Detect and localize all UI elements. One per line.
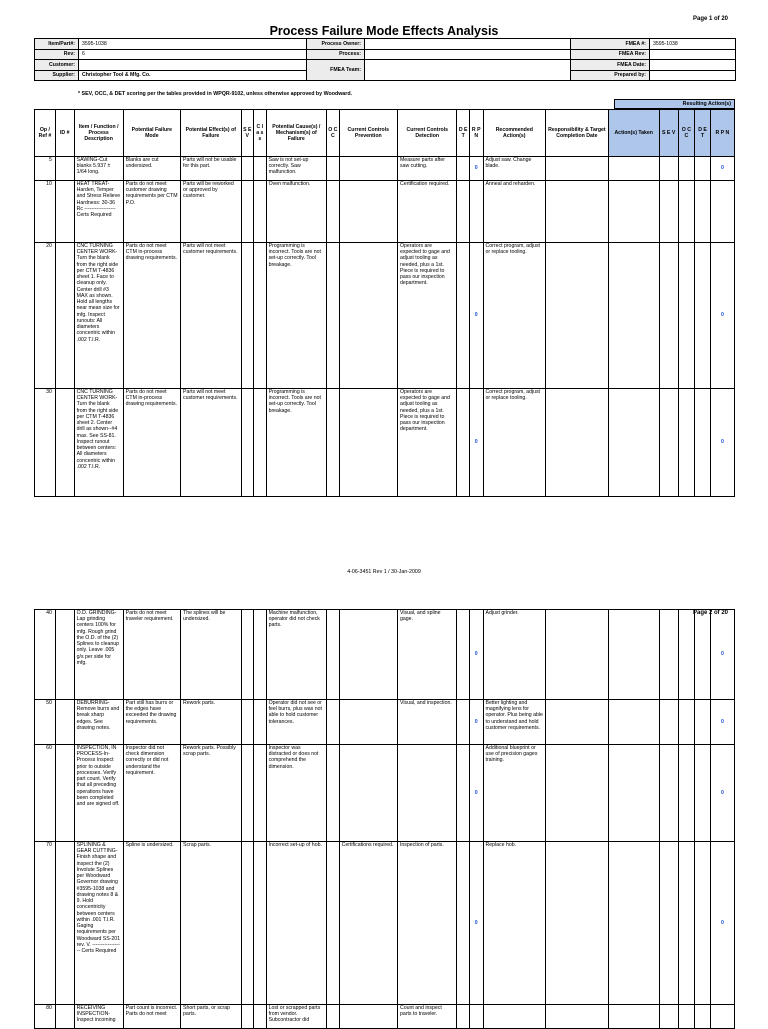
rpn-cell [469,181,483,243]
page-number-label: Page 1 of 20 [692,16,728,22]
r-det-cell [695,610,711,700]
table-row [35,700,735,745]
op-number: 10 [35,181,56,243]
r-occ-cell [678,610,695,700]
col-det: D E T [457,110,470,157]
r-sev-cell [659,745,678,842]
occ-cell [327,157,340,181]
class-cell [254,181,267,243]
item-cell: O.D. GRINDING-Lap grinding centers 100% for mfg. Rough grind the O.D. of the (2) Splines to cleanup only. Leave .005 g/s per side for mfg. [74,610,123,700]
document-footer: 4-06-3451 Rev 1 / 30-Jan-2009 [347,569,421,575]
supplier-label: Supplier: [35,70,79,81]
mode-cell: Part still has burrs or the edges have exceeded the drawing requirements. [123,700,180,745]
responsibility-cell [546,700,609,745]
cause-cell: Programming is incorrect. Tools are not set-up correctly. Tool breakage. [266,243,327,389]
class-cell [254,842,267,1005]
prevention-cell [339,389,397,497]
r-sev-cell [659,700,678,745]
sev-cell [241,745,254,842]
effect-cell: Parts will be reworked or approved by customer. [181,181,242,243]
id-cell [55,181,74,243]
rpn-cell: 0 [469,842,483,1005]
det-cell [457,842,470,1005]
r-det-cell [695,1005,711,1029]
table-row [35,389,735,497]
mode-cell: Parts do not meet traveler requirement. [123,610,180,700]
rpn-cell: 0 [469,745,483,842]
item-cell: INSPECTION, IN PROCESS-In-Process Inspect prior to outside processes. Verify part count. Verify that all preceding operations have been completed and are signed off. [74,745,123,842]
col-id: ID # [55,110,74,157]
col-result-det: D E T [695,110,711,157]
responsibility-cell [546,243,609,389]
recommended-cell: Better lighting and magnifying lens for operator. Plus being able to understand and hold customer requirements. [483,700,546,745]
col-cause: Potential Cause(s) / Mechanism(s) of Failure [266,110,327,157]
recommended-cell: Additional blueprint or use of precision gages training. [483,745,546,842]
prepared-by-label: Prepared by: [571,70,650,81]
rev-value: 6 [79,49,307,60]
recommended-cell: Adjust saw. Change blade. [483,157,546,181]
detection-cell: Visual, and spline gage. [397,610,456,700]
responsibility-cell [546,842,609,1005]
rpn-cell: 0 [469,243,483,389]
sev-cell [241,842,254,1005]
detection-cell: Certification required. [397,181,456,243]
col-mode: Potential Failure Mode [123,110,180,157]
effect-cell: Rework parts. [181,700,242,745]
item-part-label: Item/Part#: [35,39,79,50]
prevention-cell [339,1005,397,1029]
op-number: 70 [35,842,56,1005]
r-sev-cell [659,181,678,243]
class-cell [254,1005,267,1029]
occ-cell [327,745,340,842]
cause-cell: Programming is incorrect. Tools are not set-up correctly. Tool breakage. [266,389,327,497]
table-row [35,1005,735,1029]
item-cell: SPLINING & GEAR CUTTING-Finish shape and inspect the (2) Involute Splines per Woodward Governor drawing #3595-1038 and drawing notes 8 & 9. Hold concentricity between centers within .001 T.I.R. Gaging requirements per Woodward SS-201 rev. V. ------------------ Certs Required [74,842,123,1005]
prevention-cell: Certifications required. [339,842,397,1005]
occ-cell [327,243,340,389]
sev-cell [241,610,254,700]
r-det-cell [695,181,711,243]
page-number-label: Page 2 of 20 [692,610,728,616]
effect-cell: Parts will not be usable for this part. [181,157,242,181]
fmea-number-value: 3595-1038 [650,39,736,50]
mode-cell: Parts do not meet CTM in-process drawing requirements. [123,243,180,389]
prevention-cell [339,610,397,700]
class-cell [254,389,267,497]
scoring-note: * SEV, OCC, & DET scoring per the tables provided in WPQR-9102, unless otherwise approved by Woodward. [78,91,353,97]
mode-cell: Spline is undersized. [123,842,180,1005]
det-cell [457,610,470,700]
detection-cell: Operators are expected to gage and adjust tooling as needed, plus a 1st. Piece is required to pass our inspection department. [397,389,456,497]
r-occ-cell [678,243,695,389]
r-occ-cell [678,745,695,842]
r-occ-cell [678,1005,695,1029]
sev-cell [241,700,254,745]
recommended-cell: Correct program, adjust or replace tooling. [483,389,546,497]
r-det-cell [695,243,711,389]
r-sev-cell [659,389,678,497]
sev-cell [241,389,254,497]
cause-cell: Incorrect set-up of hob. [266,842,327,1005]
responsibility-cell [546,157,609,181]
effect-cell: Rework parts. Possibly scrap parts. [181,745,242,842]
taken-cell [608,389,659,497]
col-detection: Current Controls Detection [397,110,456,157]
op-number: 20 [35,243,56,389]
responsibility-cell [546,181,609,243]
taken-cell [608,842,659,1005]
prepared-by-value [650,70,736,81]
result-rpn-cell: 0 [710,389,734,497]
mode-cell: Parts do not meet CTM in-process drawing requirements. [123,389,180,497]
fmea-number-label: FMEA #: [571,39,650,50]
mode-cell: Part count is incorrect. Parts do not meet [123,1005,180,1029]
sev-cell [241,181,254,243]
op-number: 40 [35,610,56,700]
r-det-cell [695,389,711,497]
col-prevention: Current Controls Prevention [339,110,397,157]
result-rpn-cell: 0 [710,842,734,1005]
det-cell [457,389,470,497]
taken-cell [608,610,659,700]
col-result-sev: S E V [659,110,678,157]
taken-cell [608,157,659,181]
recommended-cell: Replace hob. [483,842,546,1005]
item-cell: CNC TURNING CENTER WORK-Turn the blank from the right side per CTM T-4836 sheet 2. Center drill as shown--#4 max. See SS-81. Inspect runout between centers: All diameters concentric within .002 T.I.R. [74,389,123,497]
id-cell [55,700,74,745]
occ-cell [327,610,340,700]
table-row [35,610,735,700]
table-row [35,157,735,181]
effect-cell: The splines will be undersized. [181,610,242,700]
r-occ-cell [678,842,695,1005]
class-cell [254,243,267,389]
result-rpn-cell [710,1005,734,1029]
sev-cell [241,157,254,181]
fmea-table-page1 [34,109,735,497]
result-rpn-cell [710,181,734,243]
id-cell [55,243,74,389]
col-occ: O C C [327,110,340,157]
det-cell [457,181,470,243]
table-row [35,243,735,389]
cause-cell: Lost or scrapped parts from vendor. Subcontractor did [266,1005,327,1029]
det-cell [457,745,470,842]
rpn-cell: 0 [469,157,483,181]
detection-cell: Operators are expected to gage and adjust tooling as needed, plus a 1st. Piece is required to pass our inspection department. [397,243,456,389]
r-det-cell [695,700,711,745]
det-cell [457,243,470,389]
result-rpn-cell: 0 [710,157,734,181]
rpn-cell [469,1005,483,1029]
r-sev-cell [659,157,678,181]
col-responsibility: Responsibility & Target Completion Date [546,110,609,157]
r-occ-cell [678,700,695,745]
responsibility-cell [546,610,609,700]
mode-cell: Blanks are cut undersized. [123,157,180,181]
det-cell [457,700,470,745]
r-occ-cell [678,389,695,497]
occ-cell [327,1005,340,1029]
id-cell [55,610,74,700]
column-header-row [35,110,735,157]
responsibility-cell [546,745,609,842]
sev-cell [241,243,254,389]
rpn-cell: 0 [469,700,483,745]
supplier-value: Christopher Tool & Mfg. Co. [79,70,307,81]
header-table [34,38,736,81]
detection-cell: Inspection of parts. [397,842,456,1005]
r-sev-cell [659,842,678,1005]
recommended-cell: Adjust grinder. [483,610,546,700]
detection-cell: Measure parts after saw cutting. [397,157,456,181]
fmea-date-label: FMEA Date: [571,60,650,71]
r-occ-cell [678,157,695,181]
fmea-rev-label: FMEA Rev: [571,49,650,60]
rpn-cell: 0 [469,610,483,700]
op-number: 50 [35,700,56,745]
responsibility-cell [546,1005,609,1029]
mode-cell: Inspector did not check dimension correctly or did not understand the requirement. [123,745,180,842]
fmea-team-label: FMEA Team: [307,60,365,81]
occ-cell [327,389,340,497]
prevention-cell [339,243,397,389]
col-item: Item / Function / Process Description [74,110,123,157]
page-title: Process Failure Mode Effects Analysis [269,24,499,38]
prevention-cell [339,700,397,745]
class-cell [254,745,267,842]
item-part-value: 3595-1038 [79,39,307,50]
op-number: 30 [35,389,56,497]
effect-cell: Parts will not meet customer requirements. [181,243,242,389]
mode-cell: Parts do not meet customer drawing requirements per CTM P.O. [123,181,180,243]
col-class: C l a s s [254,110,267,157]
process-label: Process: [307,49,365,60]
occ-cell [327,842,340,1005]
item-cell: HEAT TREAT-Harden, Temper and Stress Relieve Hardness: 30-36 Rc ------------------ Certs Required [74,181,123,243]
r-det-cell [695,842,711,1005]
recommended-cell: Anneal and reharden. [483,181,546,243]
cause-cell: Saw is not set-up correctly. Saw malfunction. [266,157,327,181]
class-cell [254,700,267,745]
table-row [35,842,735,1005]
prevention-cell [339,745,397,842]
det-cell [457,1005,470,1029]
table-row [35,181,735,243]
occ-cell [327,181,340,243]
id-cell [55,1005,74,1029]
prevention-cell [339,157,397,181]
fmea-table-page2 [34,609,735,1029]
id-cell [55,745,74,842]
occ-cell [327,700,340,745]
process-owner-label: Process Owner: [307,39,365,50]
id-cell [55,842,74,1005]
cause-cell: Inspector was distracted or does not comprehend the dimension. [266,745,327,842]
effect-cell: Scrap parts. [181,842,242,1005]
item-cell: RECEIVING INSPECTION-Inspect incoming [74,1005,123,1029]
fmea-rev-value [650,49,736,60]
class-cell [254,157,267,181]
r-sev-cell [659,243,678,389]
cause-cell: Machine malfunction, operator did not check parts. [266,610,327,700]
responsibility-cell [546,389,609,497]
item-cell: CNC TURNING CENTER WORK-Turn the blank from the right side per CTM T-4836 sheet 1. Face to cleanup only. Center drill #3 MAX as shown. Hold all lengths near mean size for mfg. Inspect runouts: All diameters concentric within .002 T.I.R. [74,243,123,389]
op-number: 5 [35,157,56,181]
cause-cell: Operator did not see or feel burrs, plus was not able to hold customer tolerances. [266,700,327,745]
r-occ-cell [678,181,695,243]
item-cell: SAWING-Cut blanks 5.937 ± 1/64 long. [74,157,123,181]
det-cell [457,157,470,181]
col-actions-taken: Action(s) Taken [608,110,659,157]
col-rpn: R P N [469,110,483,157]
prevention-cell [339,181,397,243]
r-det-cell [695,745,711,842]
sev-cell [241,1005,254,1029]
process-value [365,49,571,60]
col-op: Op / Ref # [35,110,56,157]
process-owner-value [365,39,571,50]
col-effect: Potential Effect(s) of Failure [181,110,242,157]
rpn-cell: 0 [469,389,483,497]
rev-label: Rev: [35,49,79,60]
detection-cell: Visual, and inspection. [397,700,456,745]
taken-cell [608,181,659,243]
fmea-team-value [365,60,571,81]
r-sev-cell [659,610,678,700]
taken-cell [608,1005,659,1029]
fmea-date-value [650,60,736,71]
table-row [35,745,735,842]
op-number: 80 [35,1005,56,1029]
class-cell [254,610,267,700]
detection-cell: Count and inspect parts to traveler. [397,1005,456,1029]
result-rpn-cell: 0 [710,700,734,745]
col-result-occ: O C C [678,110,695,157]
op-number: 60 [35,745,56,842]
id-cell [55,389,74,497]
col-sev: S E V [241,110,254,157]
cause-cell: Oven malfunction. [266,181,327,243]
result-rpn-cell: 0 [710,745,734,842]
taken-cell [608,243,659,389]
effect-cell: Parts will not meet customer requirements. [181,389,242,497]
r-sev-cell [659,1005,678,1029]
result-rpn-cell: 0 [710,610,734,700]
recommended-cell [483,1005,546,1029]
taken-cell [608,745,659,842]
taken-cell [608,700,659,745]
customer-label: Customer: [35,60,79,71]
result-rpn-cell: 0 [710,243,734,389]
item-cell: DEBURRING-Remove burrs and break sharp edges. See drawing notes. [74,700,123,745]
col-recommended: Recommended Action(s) [483,110,546,157]
recommended-cell: Correct program, adjust or replace tooling. [483,243,546,389]
effect-cell: Short parts, or scrap parts. [181,1005,242,1029]
r-det-cell [695,157,711,181]
detection-cell [397,745,456,842]
col-result-rpn: R P N [710,110,734,157]
customer-value [79,60,307,71]
id-cell [55,157,74,181]
resulting-actions-label: Resulting Action(s) [614,99,735,109]
